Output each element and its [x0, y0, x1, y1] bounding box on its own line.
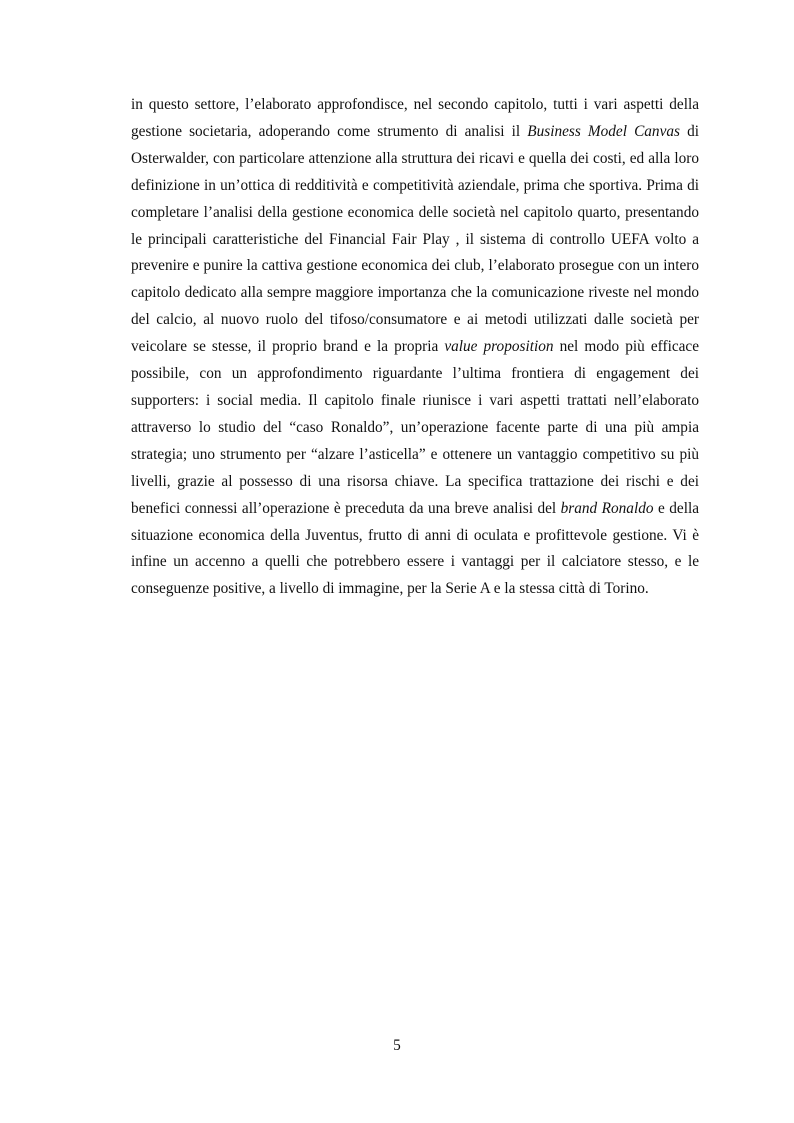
text-segment: nel modo più efficace possibile, con un approfondimento riguardante l’ultima frontiera di engagement dei supporters: i social media. Il capitolo finale riunisce i vari aspetti trattati nell’elaborato attraverso lo studio del “caso Ronaldo”, un’operazione facente parte di una più ampia strategia; uno strumento per “alzare l’asticella” e ottenere un vantaggio competitivo su più livelli, grazie al possesso di una risorsa chiave. La specifica trattazione dei rischi e dei benefici connessi all’operazione è preceduta da una breve analisi del — [131, 338, 699, 517]
italic-term-value-proposition: value proposition — [444, 338, 554, 356]
page-number: 5 — [393, 1037, 401, 1054]
text-segment: di Osterwalder, con particolare attenzione alla struttura dei ricavi e quella dei costi, ed alla loro definizione in un’ottica di redditività e competitività aziendale, prima che sportiva. Prima di completare l’analisi della gestione economica delle società nel capitolo quarto, presentando le principali caratteristiche del Financial Fair Play , il sistema di controllo UEFA volto a prevenire e punire la cattiva gestione economica dei club, l’elaborato prosegue con un intero capitolo dedicato alla sempre maggiore importanza che la comunicazione riveste nel mondo del calcio, al nuovo ruolo del tifoso/consumatore e ai metodi utilizzati dalle società per veicolare se stesse, il proprio brand e la propria — [131, 122, 699, 356]
body-paragraph — [131, 92, 699, 603]
italic-term-business-model-canvas: Business Model Canvas — [527, 122, 680, 140]
italic-term-brand-ronaldo: brand Ronaldo — [560, 499, 654, 517]
text-segment: e della situazione economica della Juventus, frutto di anni di oculata e profittevole gestione. Vi è infine un accenno a quelli che potrebbero essere i vantaggi per il calciatore stesso, e le conseguenze positive, a livello di immagine, per la Serie A e la stessa città di Torino. — [131, 499, 699, 598]
text-segment: in questo settore, l’elaborato approfondisce, nel secondo capitolo, tutti i vari aspetti della gestione societaria, adoperando come strumento di analisi il — [131, 96, 699, 140]
